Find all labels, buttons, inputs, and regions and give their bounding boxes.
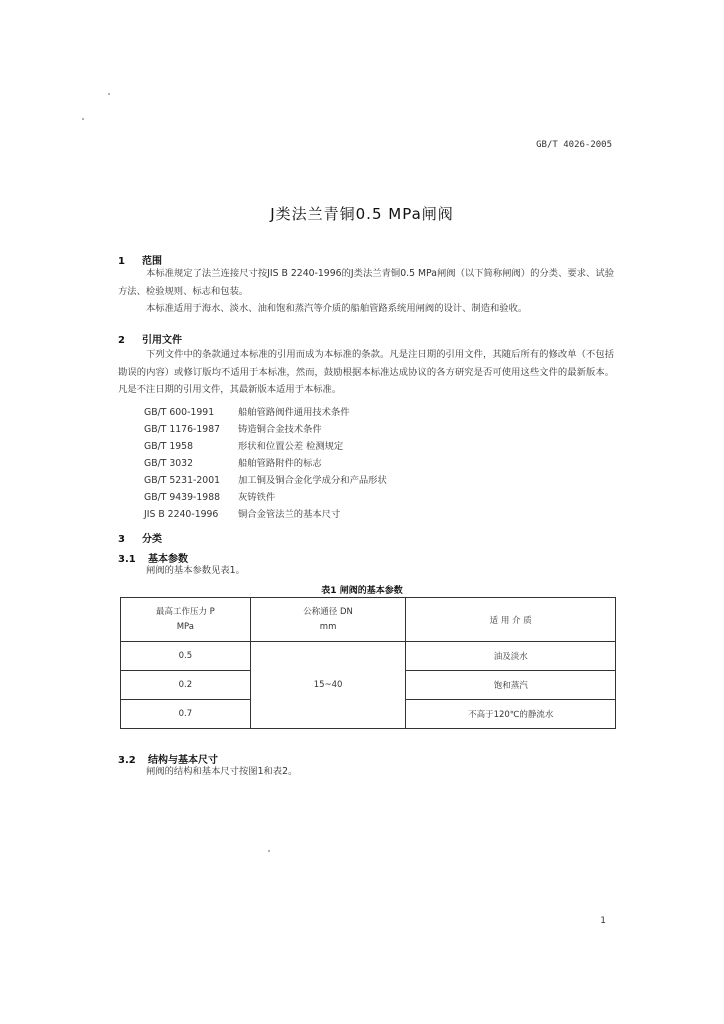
header-pressure <box>121 598 251 642</box>
reference-title: 铸造铜合金技术条件 <box>238 424 322 435</box>
reference-item <box>144 438 343 452</box>
reference-item <box>144 489 275 503</box>
reference-code: GB/T 600-1991 <box>144 407 215 418</box>
cell-medium: 不高于120℃的静流水 <box>406 700 616 729</box>
header-pressure-unit: MPa <box>176 621 195 632</box>
section-title: 基本参数 <box>148 554 188 565</box>
reference-title: 灰铸铁件 <box>238 492 276 503</box>
reference-title: 加工铜及铜合金化学成分和产品形状 <box>238 475 387 486</box>
reference-item <box>144 472 387 486</box>
table-row <box>121 642 616 671</box>
reference-code: GB/T 1176-1987 <box>144 424 221 435</box>
section-number: 3 <box>118 534 125 545</box>
header-nominal-diameter <box>250 598 406 642</box>
cell-medium: 饱和蒸汽 <box>406 671 616 700</box>
section-heading-classification <box>118 530 162 545</box>
section-number: 3.2 <box>118 755 136 766</box>
cell-nominal-diameter: 15~40 <box>250 642 406 729</box>
table-header-row <box>121 598 616 642</box>
basic-parameters-table <box>120 597 616 729</box>
reference-title: 船舶管路阀件通用技术条件 <box>238 407 350 418</box>
section-heading-references <box>118 331 182 346</box>
reference-code: GB/T 1958 <box>144 441 194 452</box>
header-dn-label: 公称通径 DN <box>303 606 353 617</box>
table-caption: 表1 闸阀的基本参数 <box>321 586 403 596</box>
section-title: 范围 <box>142 256 162 267</box>
paragraph-structure: 闸阀的结构和基本尺寸按图1和表2。 <box>146 766 298 777</box>
paragraph-scope-2: 本标准适用于海水、淡水、油和饱和蒸汽等介质的船舶管路系统用闸阀的设计、制造和验收。 <box>146 303 528 314</box>
paragraph-references: 下列文件中的条款通过本标准的引用而成为本标准的条款。凡是注日期的引用文件，其随后所有的修改单（不包括勘误的内容）或修订版均不适用于本标准，然而，鼓励根据本标准达成协议的各方研究是否可使用这些文件的最新版本。凡是不注日期的引用文件，其最新版本适用于本标准。 <box>118 349 614 395</box>
reference-code: GB/T 9439-1988 <box>144 492 221 503</box>
reference-code: JIS B 2240-1996 <box>144 509 219 520</box>
section-number: 3.1 <box>118 554 136 565</box>
section-title: 引用文件 <box>142 335 182 346</box>
scan-speck <box>82 118 84 120</box>
reference-title: 船舶管路附件的标志 <box>238 458 322 469</box>
section-title: 分类 <box>142 534 162 545</box>
reference-item <box>144 455 322 469</box>
reference-code: GB/T 5231-2001 <box>144 475 221 486</box>
reference-code: GB/T 3032 <box>144 458 194 469</box>
reference-item <box>144 506 340 520</box>
scan-speck <box>108 93 110 95</box>
cell-pressure: 0.7 <box>121 700 251 729</box>
section-number: 2 <box>118 335 125 346</box>
paragraph-basic-parameters: 闸阀的基本参数见表1。 <box>146 565 245 576</box>
section-number: 1 <box>118 256 125 267</box>
section-title: 结构与基本尺寸 <box>148 755 218 766</box>
reference-item <box>144 421 322 435</box>
reference-title: 铜合金管法兰的基本尺寸 <box>238 509 341 520</box>
standard-code: GB/T 4026-2005 <box>536 140 612 150</box>
cell-pressure: 0.5 <box>121 642 251 671</box>
reference-title: 形状和位置公差 检测规定 <box>238 441 344 452</box>
header-medium: 适 用 介 质 <box>406 598 616 642</box>
cell-medium: 油及淡水 <box>406 642 616 671</box>
paragraph-scope-1: 本标准规定了法兰连接尺寸按JIS B 2240-1996的J类法兰青铜0.5 MPa闸阀（以下简称闸阀）的分类、要求、试验方法、检验规则、标志和包装。 <box>118 268 614 297</box>
header-dn-unit: mm <box>319 621 337 632</box>
scan-speck <box>268 850 270 852</box>
page-number: 1 <box>600 916 606 926</box>
header-pressure-label: 最高工作压力 P <box>155 606 215 617</box>
reference-item <box>144 404 350 418</box>
page-title: J类法兰青铜0.5 MPa闸阀 <box>270 205 454 223</box>
cell-pressure: 0.2 <box>121 671 251 700</box>
